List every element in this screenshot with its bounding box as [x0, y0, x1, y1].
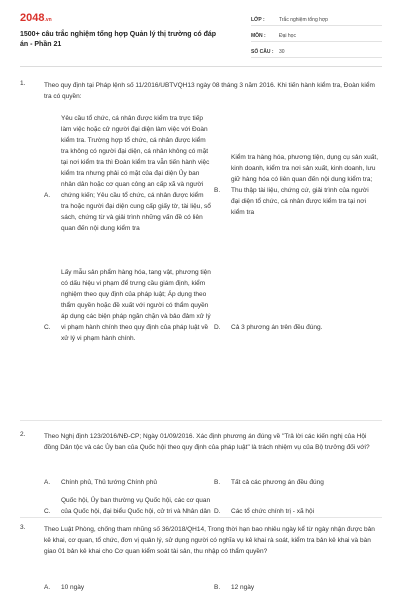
meta-panel	[251, 14, 382, 62]
meta-row-count	[251, 46, 382, 58]
logo-main: 2048	[20, 12, 45, 24]
question-text: Theo quy định tại Pháp lệnh số 11/2016/UBTVQH13 ngày 08 tháng 3 năm 2016. Khi tiến hành kiểm tra, Đoàn kiểm tra có quyền:	[44, 82, 375, 100]
option-letter: D.	[214, 508, 221, 515]
header-divider	[20, 66, 382, 67]
option-text: Các tổ chức chính trị - xã hội	[231, 508, 315, 515]
meta-value: Đại học	[279, 33, 296, 39]
question-separator	[20, 420, 382, 421]
meta-value: Trắc nghiệm tổng hợp	[279, 17, 328, 23]
option-text: Kiểm tra hàng hóa, phương tiện, dụng cụ sản xuất, kinh doanh, kiểm tra nơi sản xuất, kinh doanh, lưu giữ hàng hóa có liên quan đến nội dung kiểm tra; Thu thập tài liệu, chứng cứ, giải trình của người đại diện tổ chức, cá nhân được kiểm tra tại nơi kiểm tra	[231, 154, 379, 216]
option-letter: C.	[44, 508, 51, 515]
document-header	[20, 12, 382, 62]
option-text: 10 ngày	[61, 584, 85, 591]
question-2	[20, 431, 382, 516]
option-letter: A.	[44, 192, 51, 199]
site-logo[interactable]	[20, 12, 52, 24]
meta-label: LỚP :	[251, 17, 265, 23]
option-letter: B.	[214, 584, 221, 591]
question-text: Theo Luật Phòng, chống tham nhũng số 36/2018/QH14, Trong thời hạn bao nhiêu ngày kể từ ngày nhận được bản kê khai, cơ quan, tổ chức, đơn vị quản lý, sử dụng người có nghĩa vụ kê khai rà soát, kiểm tra bản kê khai và bàn giao 01 bản kê khai cho Cơ quan kiểm soát tài sản, thu nhập có thẩm quyền?	[44, 526, 375, 555]
logo-tld: .vn	[44, 17, 52, 23]
meta-row-subject	[251, 30, 382, 42]
option-letter: A.	[44, 584, 51, 591]
option-text: Quốc hội, Ủy ban thường vụ Quốc hội, các cơ quan của Quốc hội, đại biểu Quốc hội, cử tri và Nhân dân	[61, 497, 211, 515]
question-text: Theo Nghị định 123/2016/NĐ-CP; Ngày 01/09/2016. Xác định phương án đúng về "Trả lời các kiến nghị của Hội đồng Dân tộc và các Ủy ban của Quốc hội theo quy định của pháp luật" là trách nhiệm vụ của Bộ trưởng đối với?	[44, 433, 370, 451]
option-text: Lấy mẫu sản phẩm hàng hóa, tang vật, phương tiện có dấu hiệu vi phạm để trưng cầu giám định, kiểm nghiệm theo quy định của pháp luật; Áp dụng theo thẩm quyền hoặc đề xuất với người có thẩm quyền áp dụng các biện pháp ngăn chặn và bảo đảm xử lý vi phạm hành chính theo quy định của pháp luật về xử lý vi phạm hành chính.	[61, 269, 211, 342]
question-number: 1.	[20, 80, 26, 87]
option-letter: C.	[44, 324, 51, 331]
option-text: Chính phủ, Thủ tướng Chính phủ	[61, 479, 157, 486]
question-3	[20, 524, 382, 600]
option-letter: B.	[214, 187, 221, 194]
option-letter: B.	[214, 479, 221, 486]
option-text: Cả 3 phương án trên đều đúng.	[231, 324, 323, 331]
question-1	[20, 80, 382, 370]
meta-label: SỐ CÂU :	[251, 49, 274, 55]
question-number: 2.	[20, 431, 26, 438]
meta-row-class	[251, 14, 382, 26]
meta-value: 30	[279, 49, 285, 55]
option-letter: A.	[44, 479, 51, 486]
question-number: 3.	[20, 524, 26, 531]
question-separator	[20, 517, 382, 518]
option-text: 12 ngày	[231, 584, 255, 591]
option-letter: D.	[214, 324, 221, 331]
option-text: Tất cả các phương án đều đúng	[231, 479, 324, 486]
document-title: 1500+ câu trắc nghiệm tổng hợp Quản lý thị trường có đáp án - Phần 21	[20, 31, 217, 48]
option-text: Yêu cầu tổ chức, cá nhân được kiểm tra trực tiếp làm việc hoặc cử người đại diện làm việc với Đoàn kiểm tra. Trường hợp tổ chức, cá nhân được kiểm tra không có người đại diện, cá nhân không có mặt tại nơi kiểm tra thì Đoàn kiểm tra vẫn tiến hành việc kiểm tra nhưng phải có mặt của đại diện Ủy ban nhân dân hoặc cơ quan công an cấp xã và người chứng kiến; Yêu cầu tổ chức, cá nhân được kiểm tra hoặc người đại diện cung cấp giấy tờ, tài liệu, sổ sách, chứng từ và giải trình những vấn đề có liên quan đến nội dung kiểm tra	[61, 115, 211, 232]
meta-label: MÔN :	[251, 33, 266, 39]
